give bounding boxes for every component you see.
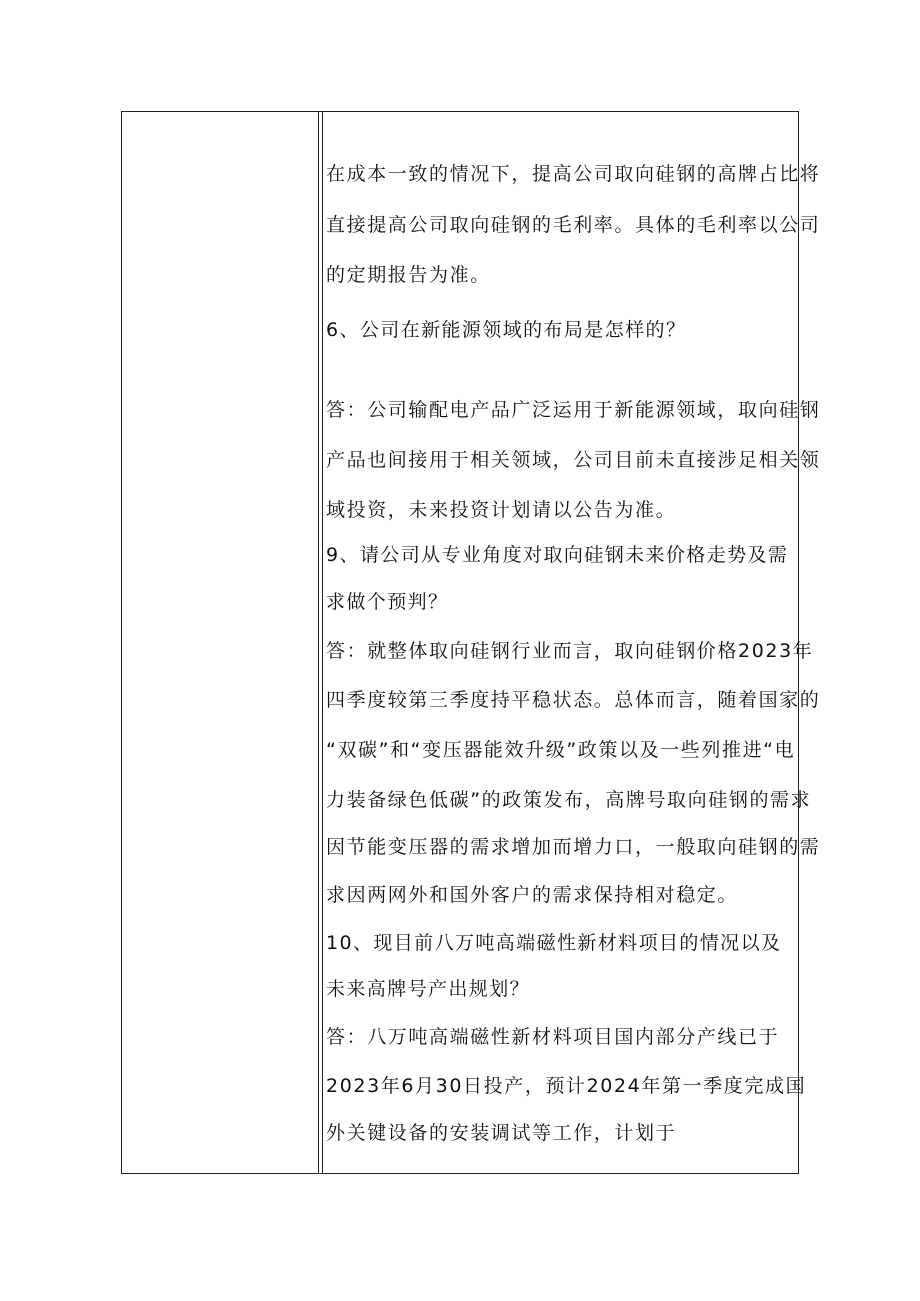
document-table [121, 111, 821, 1174]
answer-line: 外关键设备的安装调试等工作，计划于 [326, 1122, 677, 1144]
answer-line: 域投资，未来投资计划请以公告为准。 [326, 499, 677, 521]
answer-line: 因节能变压器的需求增加而增力口，一般取向硅钢的需 [326, 836, 821, 858]
answer-line: 答：就整体取向硅钢行业而言，取向硅钢价格2023年 [326, 640, 814, 662]
answer-line: 力装备绿色低碳”的政策发布，高牌号取向硅钢的需求 [326, 789, 812, 811]
answer-line: 在成本一致的情况下，提高公司取向硅钢的高牌占比将 [326, 163, 821, 185]
answer-line: 四季度较第三季度持平稳状态。总体而言，随着国家的 [326, 689, 821, 711]
answer-line: 2023年6月30日投产，预计2024年第一季度完成国 [326, 1075, 807, 1097]
question-line: 9、请公司从专业角度对取向硅钢未来价格走势及需 [326, 544, 789, 566]
question-line: 求做个预判？ [326, 591, 449, 613]
table-right-column [322, 112, 821, 1173]
answer-line: 求因两网外和国外客户的需求保持相对稳定。 [326, 884, 739, 906]
question-line: 10、现目前八万吨高端磁性新材料项目的情况以及 [326, 932, 782, 954]
answer-line: 答：八万吨高端磁性新材料项目国内部分产线已于 [326, 1026, 780, 1048]
answer-line: 产品也间接用于相关领域，公司目前未直接涉足相关领 [326, 449, 821, 471]
table-left-column [122, 112, 319, 1173]
answer-line: “双碳”和“变压器能效升级”政策以及一些列推进“电 [326, 739, 796, 761]
answer-line: 的定期报告为准。 [326, 264, 491, 286]
answer-line: 直接提高公司取向硅钢的毛利率。具体的毛利率以公司 [326, 214, 821, 236]
answer-line: 答：公司输配电产品广泛运用于新能源领域，取向硅钢 [326, 399, 821, 421]
question-line: 未来高牌号产出规划？ [326, 978, 531, 1000]
question-line: 6、公司在新能源领域的布局是怎样的？ [326, 319, 687, 341]
